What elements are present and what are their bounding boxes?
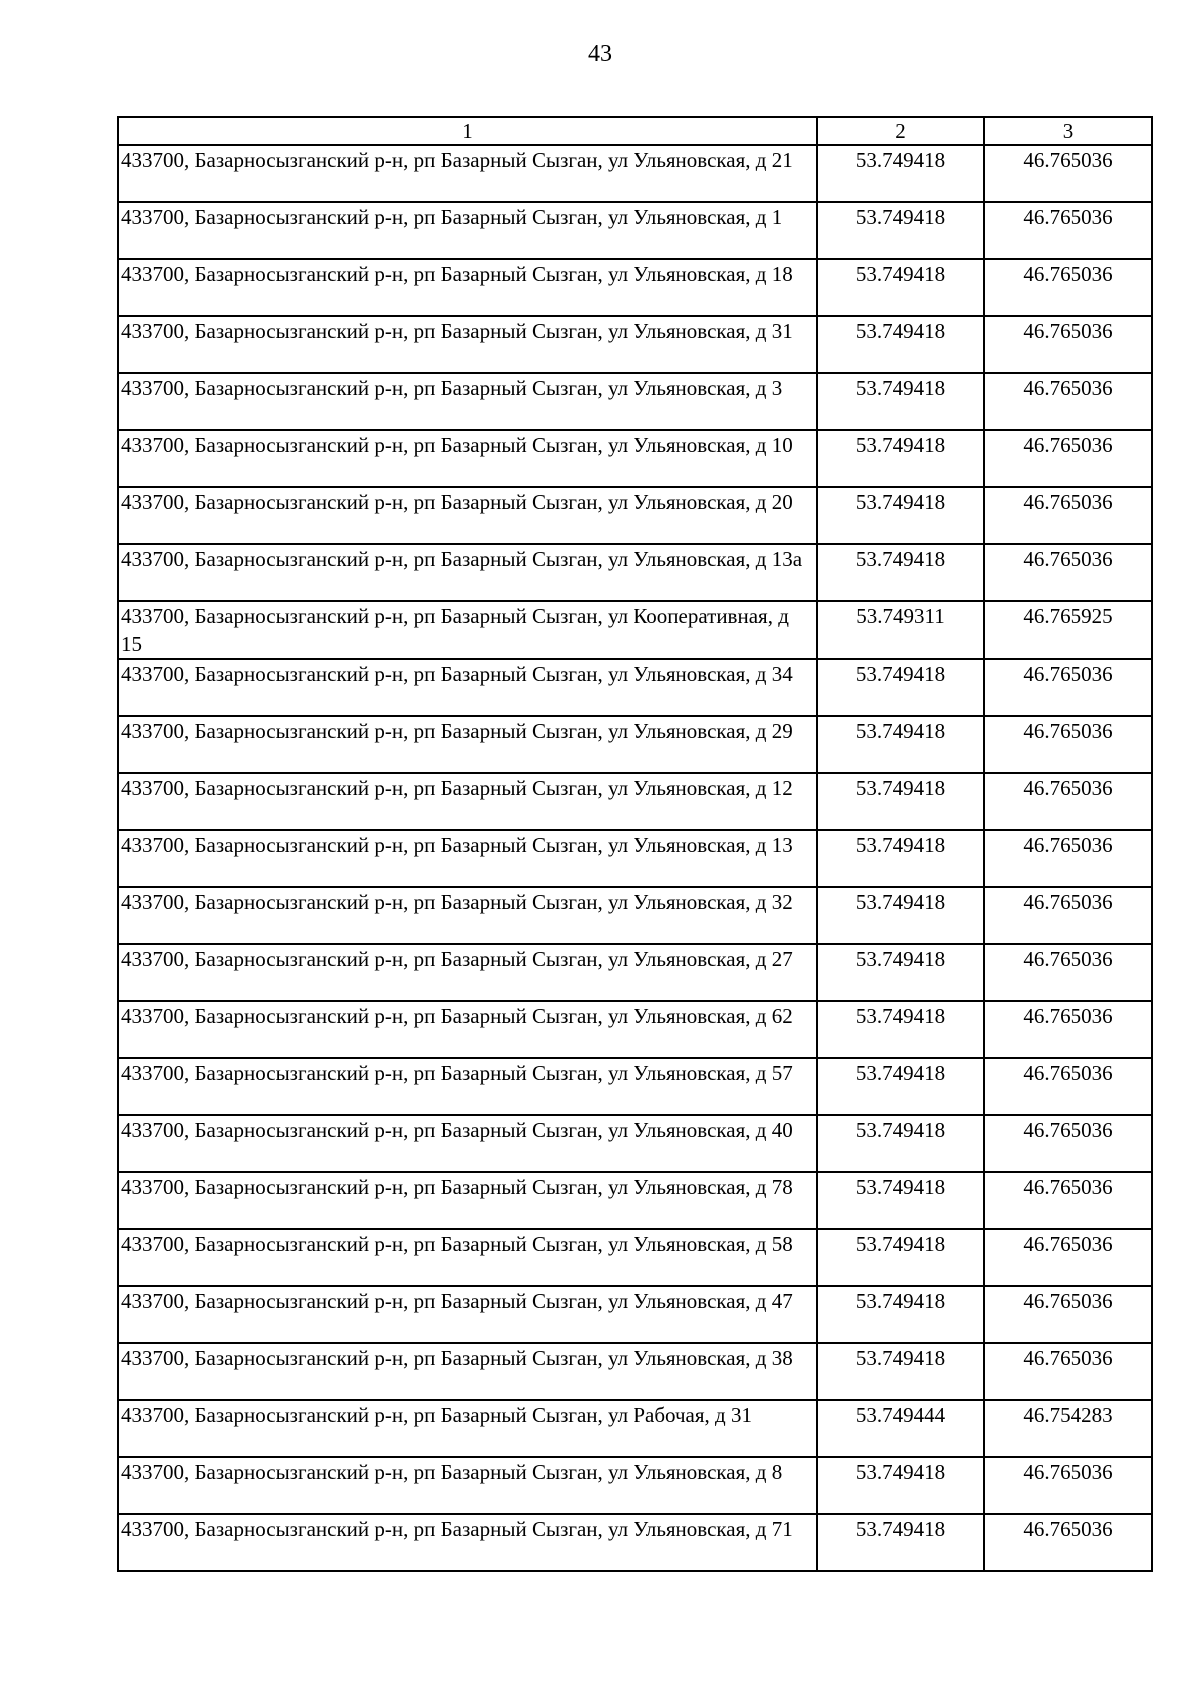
address-cell: 433700, Базарносызганский р-н, рп Базарный Сызган, ул Ульяновская, д 13	[118, 830, 817, 887]
table-row	[118, 430, 1152, 487]
table-row	[118, 1457, 1152, 1514]
latitude-cell: 53.749418	[817, 1286, 984, 1343]
page-number: 43	[588, 41, 612, 67]
address-cell: 433700, Базарносызганский р-н, рп Базарный Сызган, ул Ульяновская, д 12	[118, 773, 817, 830]
longitude-cell: 46.765036	[984, 259, 1152, 316]
table-row	[118, 716, 1152, 773]
address-cell: 433700, Базарносызганский р-н, рп Базарный Сызган, ул Ульяновская, д 32	[118, 887, 817, 944]
table-body	[118, 145, 1152, 1571]
address-cell: 433700, Базарносызганский р-н, рп Базарный Сызган, ул Рабочая, д 31	[118, 1400, 817, 1457]
column-header-3: 3	[984, 117, 1152, 145]
address-cell: 433700, Базарносызганский р-н, рп Базарный Сызган, ул Ульяновская, д 62	[118, 1001, 817, 1058]
longitude-cell: 46.765036	[984, 659, 1152, 716]
latitude-cell: 53.749444	[817, 1400, 984, 1457]
address-cell: 433700, Базарносызганский р-н, рп Базарный Сызган, ул Ульяновская, д 78	[118, 1172, 817, 1229]
table-row	[118, 601, 1152, 659]
address-cell: 433700, Базарносызганский р-н, рп Базарный Сызган, ул Ульяновская, д 20	[118, 487, 817, 544]
longitude-cell: 46.765036	[984, 1457, 1152, 1514]
table-row	[118, 202, 1152, 259]
address-cell: 433700, Базарносызганский р-н, рп Базарный Сызган, ул Ульяновская, д 18	[118, 259, 817, 316]
table-row	[118, 487, 1152, 544]
longitude-cell: 46.765036	[984, 944, 1152, 1001]
table-row	[118, 1229, 1152, 1286]
table-row	[118, 544, 1152, 601]
latitude-cell: 53.749418	[817, 1058, 984, 1115]
table-row	[118, 373, 1152, 430]
longitude-cell: 46.765036	[984, 145, 1152, 202]
longitude-cell: 46.765036	[984, 202, 1152, 259]
address-cell: 433700, Базарносызганский р-н, рп Базарный Сызган, ул Ульяновская, д 71	[118, 1514, 817, 1571]
latitude-cell: 53.749418	[817, 1229, 984, 1286]
longitude-cell: 46.765036	[984, 316, 1152, 373]
table-row	[118, 887, 1152, 944]
latitude-cell: 53.749418	[817, 487, 984, 544]
latitude-cell: 53.749418	[817, 1172, 984, 1229]
latitude-cell: 53.749418	[817, 1115, 984, 1172]
longitude-cell: 46.765036	[984, 1514, 1152, 1571]
latitude-cell: 53.749311	[817, 601, 984, 659]
table-row	[118, 830, 1152, 887]
table-row	[118, 145, 1152, 202]
table-header-row	[118, 117, 1152, 145]
longitude-cell: 46.765036	[984, 373, 1152, 430]
latitude-cell: 53.749418	[817, 145, 984, 202]
latitude-cell: 53.749418	[817, 716, 984, 773]
latitude-cell: 53.749418	[817, 659, 984, 716]
address-cell: 433700, Базарносызганский р-н, рп Базарный Сызган, ул Ульяновская, д 40	[118, 1115, 817, 1172]
longitude-cell: 46.765036	[984, 544, 1152, 601]
longitude-cell: 46.765036	[984, 887, 1152, 944]
address-cell: 433700, Базарносызганский р-н, рп Базарный Сызган, ул Ульяновская, д 1	[118, 202, 817, 259]
longitude-cell: 46.765036	[984, 1115, 1152, 1172]
address-cell: 433700, Базарносызганский р-н, рп Базарный Сызган, ул Ульяновская, д 31	[118, 316, 817, 373]
longitude-cell: 46.765036	[984, 430, 1152, 487]
table-row	[118, 773, 1152, 830]
address-cell: 433700, Базарносызганский р-н, рп Базарный Сызган, ул Ульяновская, д 29	[118, 716, 817, 773]
address-cell: 433700, Базарносызганский р-н, рп Базарный Сызган, ул Ульяновская, д 38	[118, 1343, 817, 1400]
table-row	[118, 1058, 1152, 1115]
latitude-cell: 53.749418	[817, 373, 984, 430]
address-cell: 433700, Базарносызганский р-н, рп Базарный Сызган, ул Ульяновская, д 3	[118, 373, 817, 430]
latitude-cell: 53.749418	[817, 544, 984, 601]
latitude-cell: 53.749418	[817, 430, 984, 487]
longitude-cell: 46.765036	[984, 1172, 1152, 1229]
longitude-cell: 46.765036	[984, 1286, 1152, 1343]
address-cell: 433700, Базарносызганский р-н, рп Базарный Сызган, ул Ульяновская, д 21	[118, 145, 817, 202]
address-cell: 433700, Базарносызганский р-н, рп Базарный Сызган, ул Ульяновская, д 57	[118, 1058, 817, 1115]
latitude-cell: 53.749418	[817, 316, 984, 373]
address-cell: 433700, Базарносызганский р-н, рп Базарный Сызган, ул Ульяновская, д 47	[118, 1286, 817, 1343]
address-coordinates-table	[117, 116, 1153, 1572]
table-row	[118, 1343, 1152, 1400]
latitude-cell: 53.749418	[817, 202, 984, 259]
column-header-2: 2	[817, 117, 984, 145]
table-row	[118, 1115, 1152, 1172]
longitude-cell: 46.765036	[984, 1229, 1152, 1286]
table-row	[118, 1400, 1152, 1457]
longitude-cell: 46.754283	[984, 1400, 1152, 1457]
latitude-cell: 53.749418	[817, 1514, 984, 1571]
table-row	[118, 944, 1152, 1001]
address-cell: 433700, Базарносызганский р-н, рп Базарный Сызган, ул Ульяновская, д 8	[118, 1457, 817, 1514]
table-row	[118, 1286, 1152, 1343]
column-header-1: 1	[118, 117, 817, 145]
longitude-cell: 46.765036	[984, 1001, 1152, 1058]
longitude-cell: 46.765036	[984, 773, 1152, 830]
address-cell: 433700, Базарносызганский р-н, рп Базарный Сызган, ул Ульяновская, д 58	[118, 1229, 817, 1286]
longitude-cell: 46.765036	[984, 487, 1152, 544]
longitude-cell: 46.765036	[984, 1058, 1152, 1115]
table-row	[118, 1001, 1152, 1058]
longitude-cell: 46.765036	[984, 1343, 1152, 1400]
address-cell: 433700, Базарносызганский р-н, рп Базарный Сызган, ул Ульяновская, д 10	[118, 430, 817, 487]
table-row	[118, 659, 1152, 716]
longitude-cell: 46.765036	[984, 716, 1152, 773]
longitude-cell: 46.765036	[984, 830, 1152, 887]
address-cell: 433700, Базарносызганский р-н, рп Базарный Сызган, ул Ульяновская, д 13а	[118, 544, 817, 601]
table-row	[118, 1514, 1152, 1571]
address-cell: 433700, Базарносызганский р-н, рп Базарный Сызган, ул Кооперативная, д 15	[118, 601, 817, 659]
table-row	[118, 316, 1152, 373]
table-row	[118, 259, 1152, 316]
latitude-cell: 53.749418	[817, 259, 984, 316]
latitude-cell: 53.749418	[817, 887, 984, 944]
latitude-cell: 53.749418	[817, 944, 984, 1001]
table-row	[118, 1172, 1152, 1229]
longitude-cell: 46.765925	[984, 601, 1152, 659]
latitude-cell: 53.749418	[817, 1457, 984, 1514]
latitude-cell: 53.749418	[817, 1343, 984, 1400]
latitude-cell: 53.749418	[817, 1001, 984, 1058]
latitude-cell: 53.749418	[817, 830, 984, 887]
address-cell: 433700, Базарносызганский р-н, рп Базарный Сызган, ул Ульяновская, д 34	[118, 659, 817, 716]
address-cell: 433700, Базарносызганский р-н, рп Базарный Сызган, ул Ульяновская, д 27	[118, 944, 817, 1001]
latitude-cell: 53.749418	[817, 773, 984, 830]
